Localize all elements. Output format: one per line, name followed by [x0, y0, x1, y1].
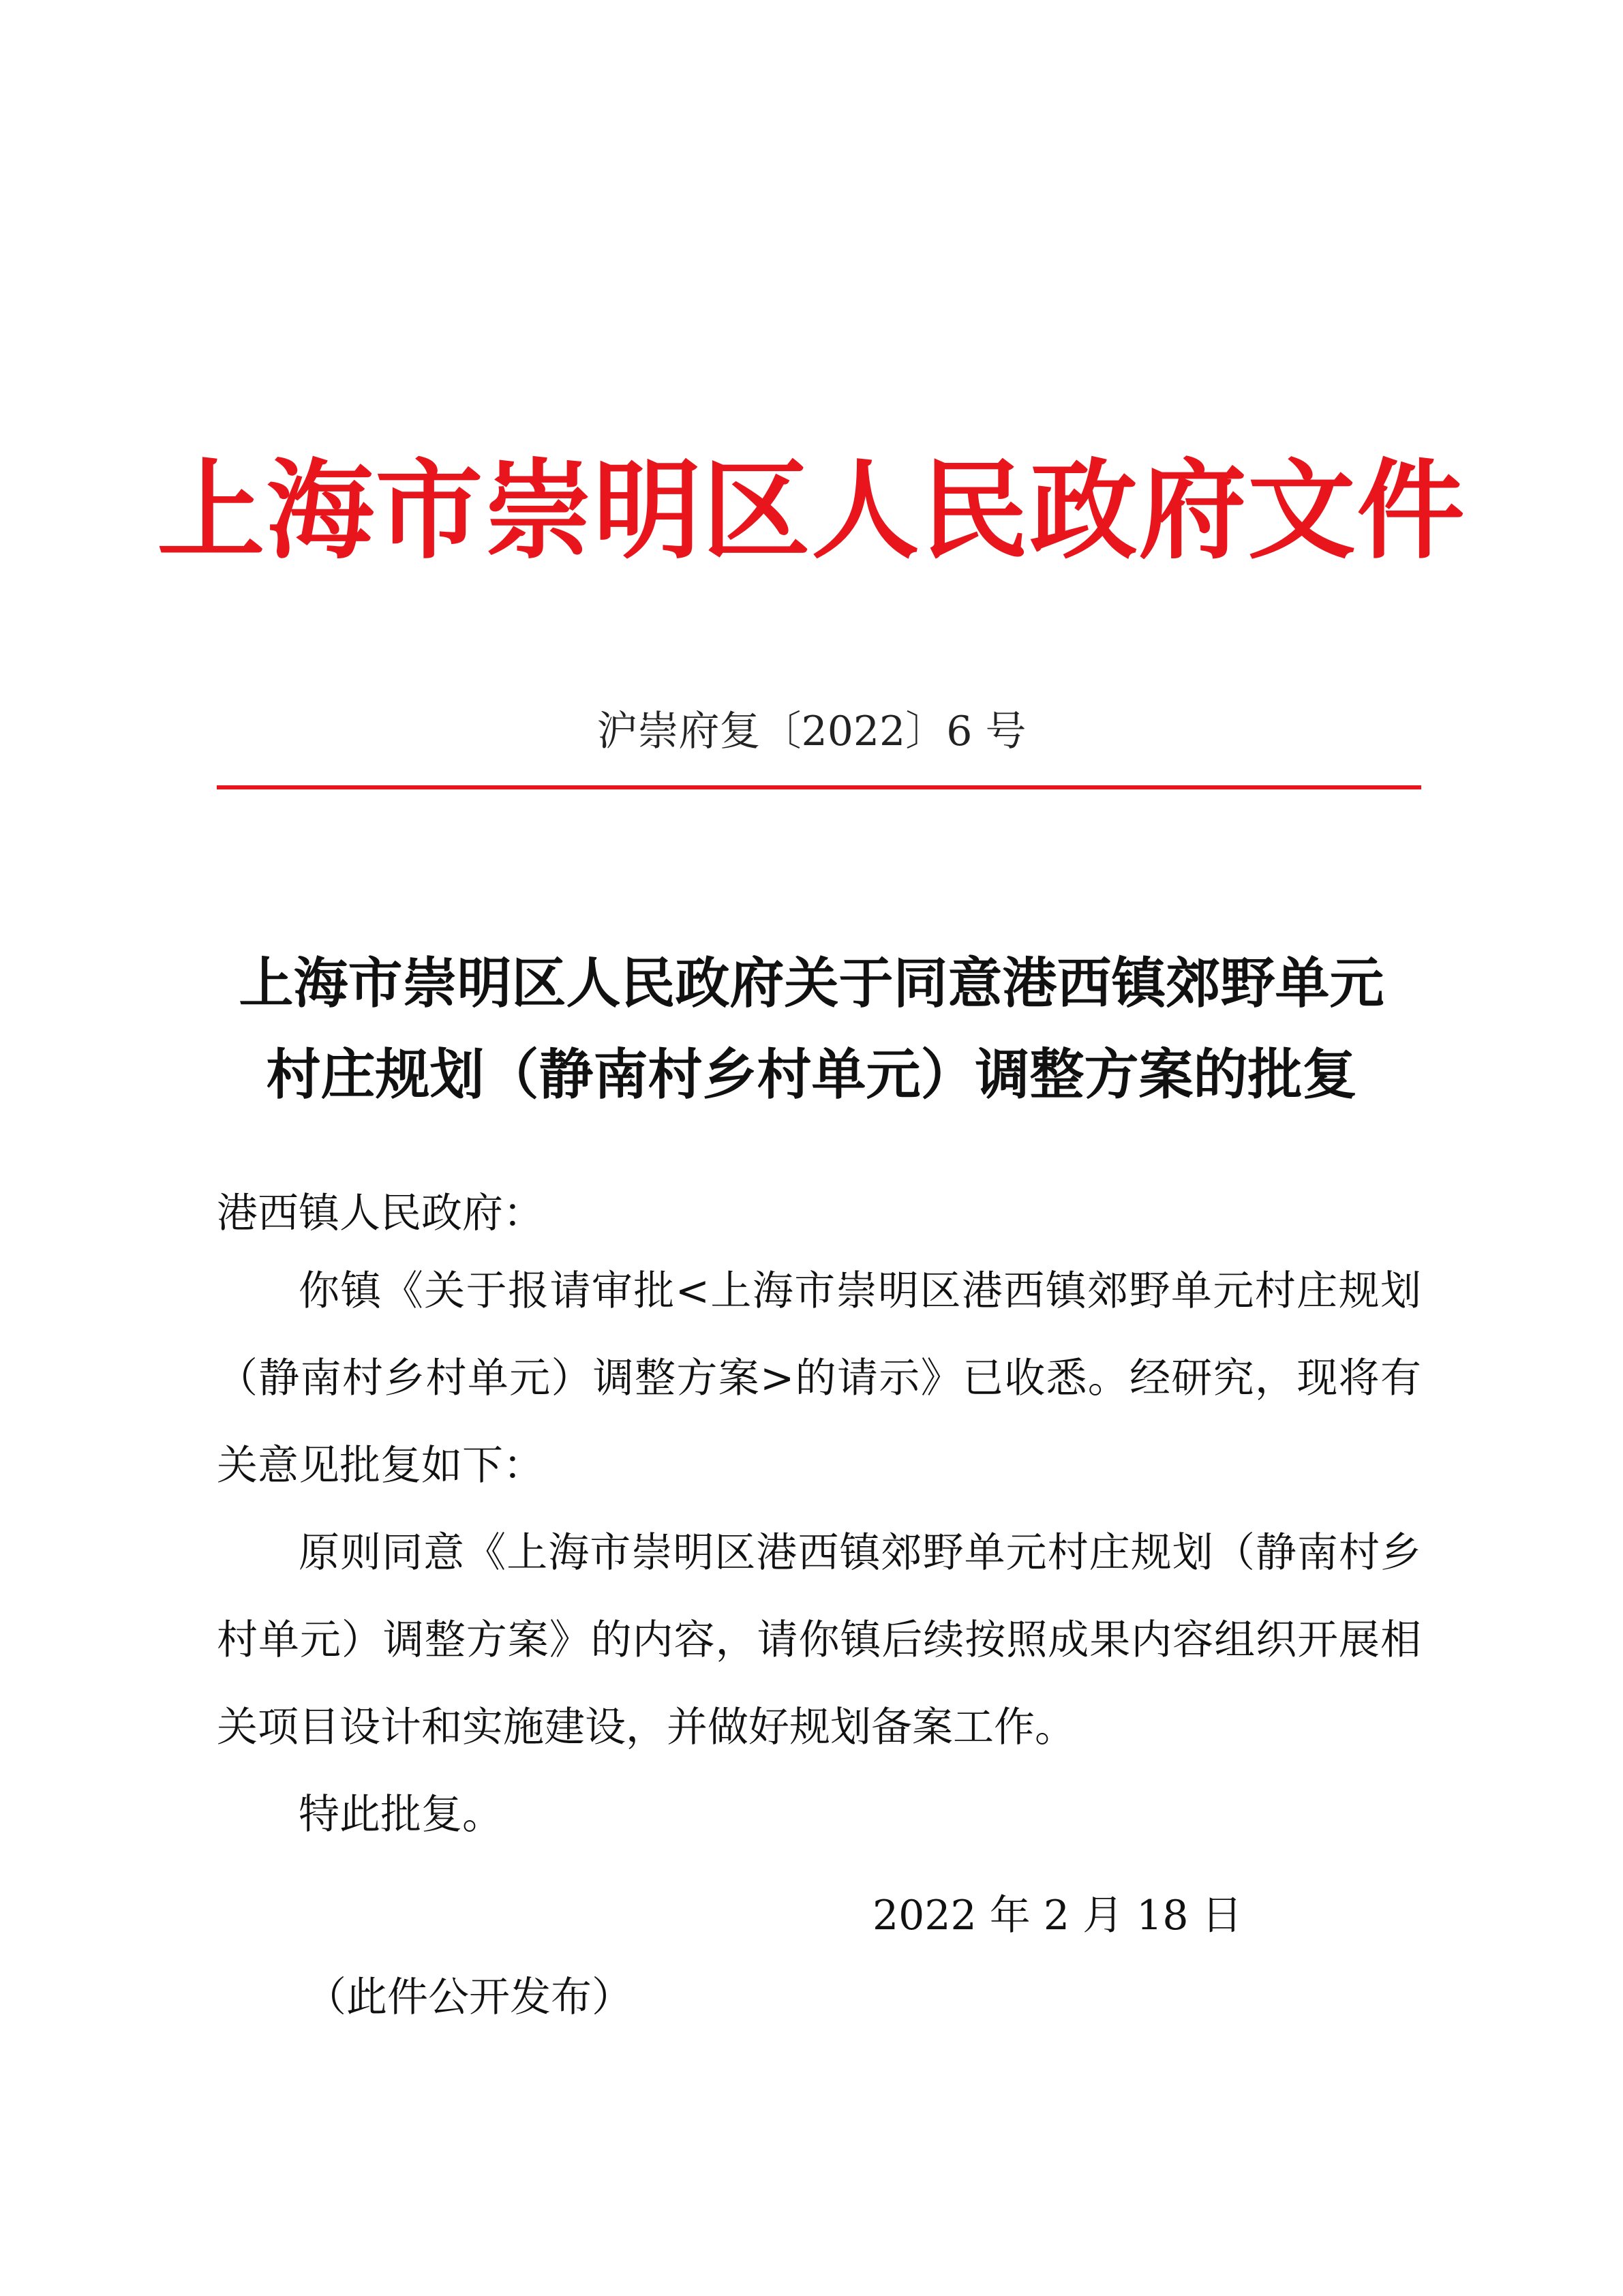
body-paragraph-3: 特此批复。 — [299, 1791, 503, 1839]
document-title — [170, 937, 1453, 1120]
addressee: 港西镇人民政府： — [217, 1190, 544, 1237]
body-paragraph-2: 原则同意《上海市崇明区港西镇郊野单元村庄规划（静南村乡村单元）调整方案》的内容，请你镇后续按照成果内容组织开展相关项目设计和实施建设，并做好规划备案工作。 — [217, 1529, 1421, 1751]
issue-date: 2022 年 2 月 18 日 — [873, 1892, 1243, 1939]
document-body — [217, 1248, 1421, 1858]
title-line-1: 上海市崇明区人民政府关于同意港西镇郊野单元 — [239, 951, 1384, 1015]
body-paragraph-1: 你镇《关于报请审批<上海市崇明区港西镇郊野单元村庄规划（静南村乡村单元）调整方案>的请示》已收悉。经研究，现将有关意见批复如下： — [217, 1267, 1421, 1490]
document-number: 沪崇府复〔2022〕6 号 — [596, 708, 1027, 755]
disclosure-note: （此件公开发布） — [305, 1974, 633, 2021]
red-separator-line — [217, 785, 1421, 789]
issuing-authority-masthead: 上海市崇明区人民政府文件 — [157, 448, 1466, 574]
title-line-2: 村庄规划（静南村乡村单元）调整方案的批复 — [266, 1042, 1357, 1106]
